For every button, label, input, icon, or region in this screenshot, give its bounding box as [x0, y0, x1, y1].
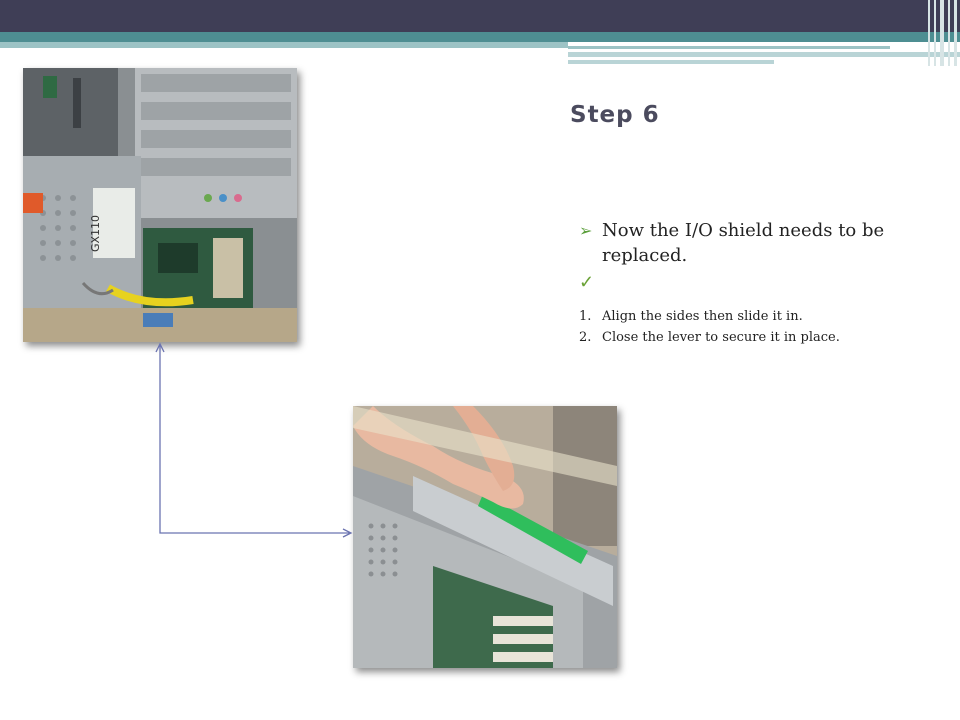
bullet-text: Now the I/O shield needs to be replaced.: [602, 220, 885, 266]
step-item: [579, 327, 939, 348]
step-number: 1.: [579, 309, 592, 324]
computer-case-photo: [23, 68, 297, 342]
step-text: Close the lever to secure it in place.: [602, 330, 840, 345]
top-banner: [0, 0, 960, 32]
arrow-bullet-icon: ➢: [579, 221, 593, 240]
corner-decoration: [926, 0, 960, 66]
teal-accent-line: [0, 42, 568, 48]
accent-rule: [568, 46, 890, 49]
case-label-text: GX110: [89, 214, 102, 252]
numbered-steps: [579, 306, 939, 348]
slide-title: Step 6: [570, 102, 660, 128]
accent-rule: [568, 52, 960, 57]
bullet-list: [579, 218, 939, 348]
checkmark-icon: ✓: [579, 271, 595, 293]
lever-closing-photo: [353, 406, 617, 668]
bullet-item: [579, 218, 939, 268]
teal-band: [0, 32, 960, 42]
step-number: 2.: [579, 330, 592, 345]
step-text: Align the sides then slide it in.: [602, 309, 803, 324]
check-item: [579, 268, 939, 296]
step-item: [579, 306, 939, 327]
accent-rule: [568, 60, 774, 64]
